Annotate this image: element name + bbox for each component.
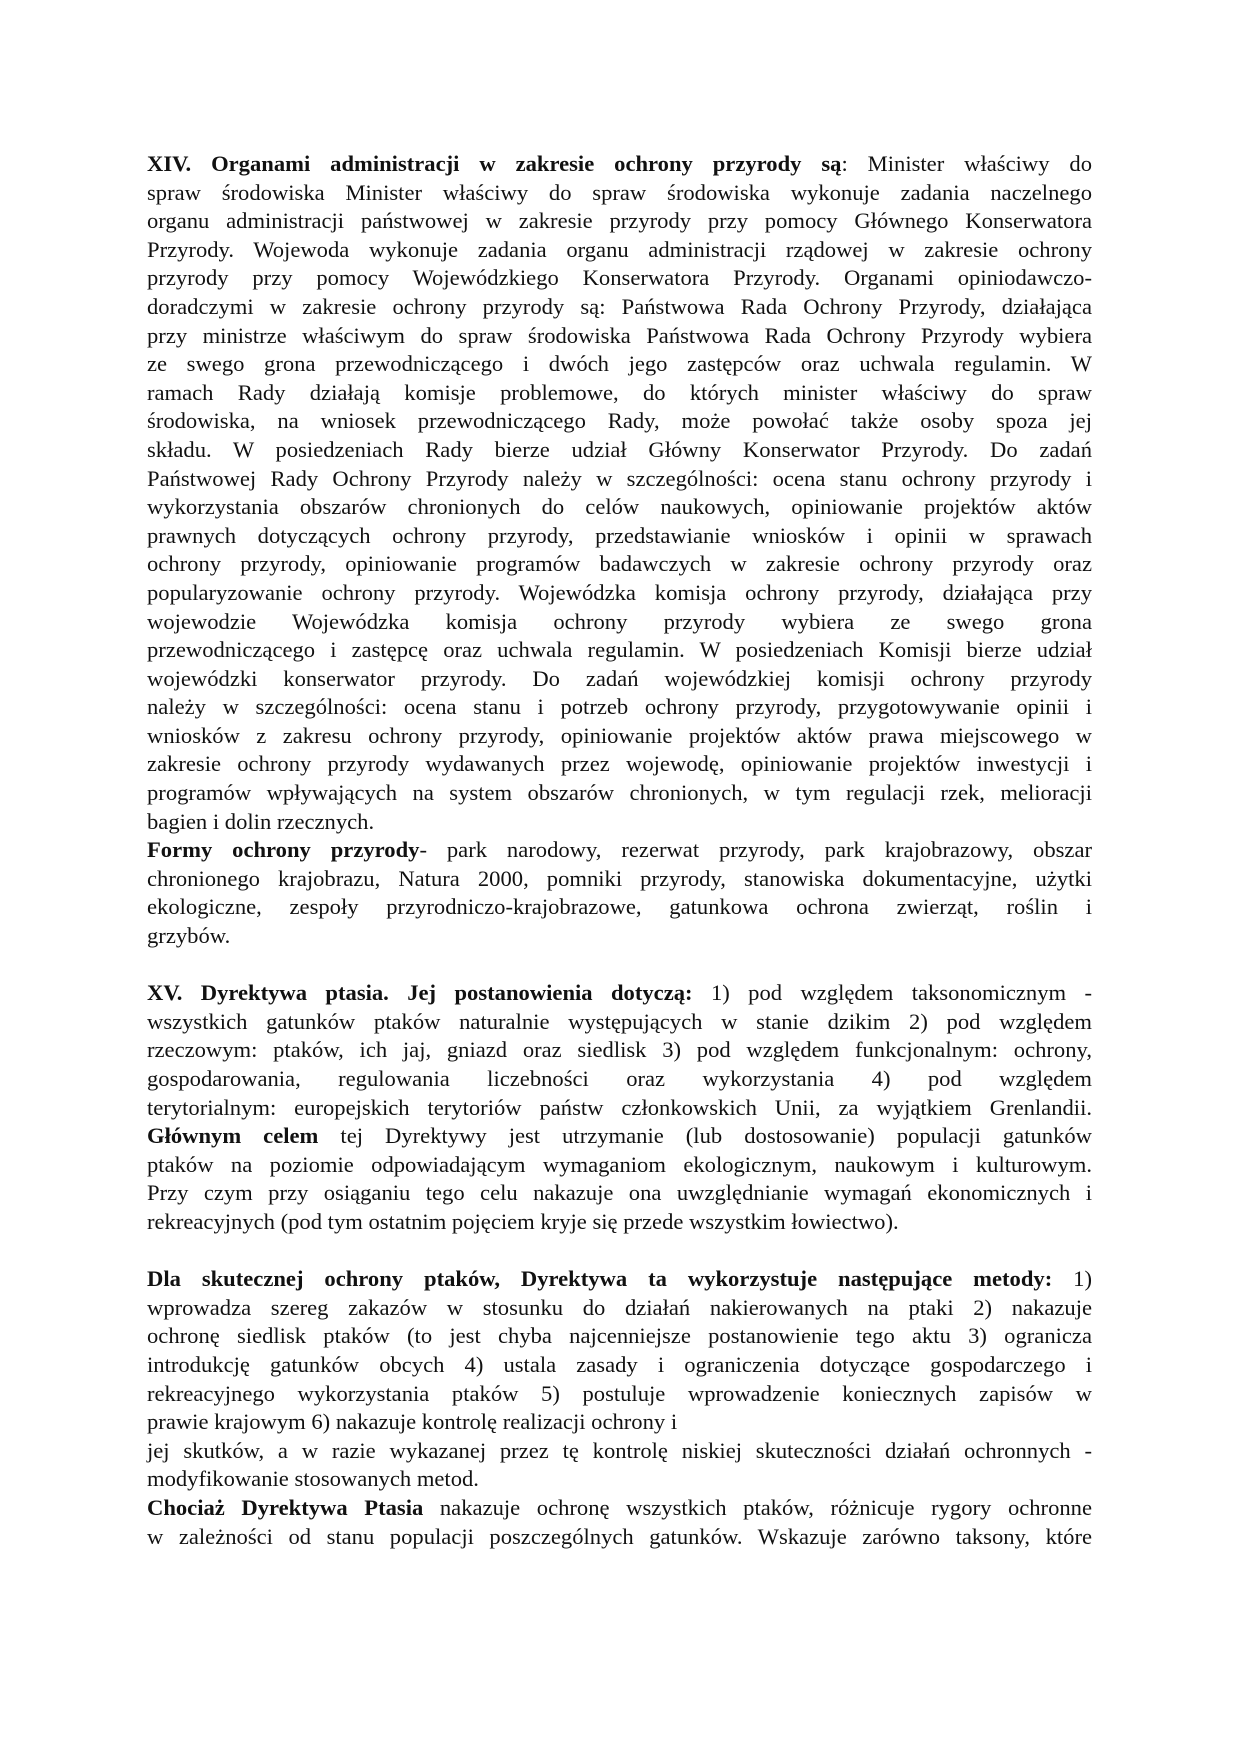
- section-xiv: [147, 150, 1092, 951]
- body-text: przy ministrze właściwym do spraw środowiska Państwowa Rada Ochrony Przyrody wybiera: [147, 322, 1092, 348]
- text-line: [147, 1036, 1092, 1065]
- text-line: [147, 1094, 1092, 1123]
- text-line: [147, 1122, 1092, 1151]
- section-methods: [147, 1265, 1092, 1551]
- text-line: [147, 407, 1092, 436]
- text-line: [147, 207, 1092, 236]
- text-line: [147, 550, 1092, 579]
- text-line: [147, 436, 1092, 465]
- body-text: ekologiczne, zespoły przyrodniczo-krajobrazowe, gatunkowa ochrona zwierząt, roślin i: [147, 894, 1092, 920]
- bold-heading-text: XV. Dyrektywa ptasia. Jej postanowienia dotyczą:: [147, 980, 693, 1006]
- text-line: [147, 1523, 1092, 1552]
- document-page: [147, 150, 1092, 1551]
- text-line: [147, 665, 1092, 694]
- body-text: Państwowej Rady Ochrony Przyrody należy w szczególności: ocena stanu ochrony przyrody i: [147, 465, 1092, 491]
- body-text: modyfikowanie stosowanych metod.: [147, 1466, 479, 1492]
- bold-heading-text: Formy ochrony przyrody: [147, 837, 420, 863]
- body-text: tej Dyrektywy jest utrzymanie (lub dostosowanie) populacji gatunków: [318, 1123, 1092, 1149]
- text-line: [147, 179, 1092, 208]
- body-text: wojewódzki konserwator przyrody. Do zadań wojewódzkiej komisji ochrony przyrody: [147, 665, 1092, 691]
- paragraph-spacer: [147, 1237, 1092, 1266]
- body-text: przewodniczącego i zastępcę oraz uchwala regulamin. W posiedzeniach Komisji bierze udział: [147, 637, 1092, 663]
- text-line: [147, 465, 1092, 494]
- text-line: [147, 1437, 1092, 1466]
- body-text: ochrony przyrody, opiniowanie programów badawczych w zakresie ochrony przyrody oraz: [147, 551, 1092, 577]
- body-text: wprowadza szereg zakazów w stosunku do działań nakierowanych na ptaki 2) nakazuje: [147, 1294, 1092, 1320]
- body-text: wszystkich gatunków ptaków naturalnie występujących w stanie dzikim 2) pod względem: [147, 1008, 1092, 1034]
- text-line: [147, 1151, 1092, 1180]
- body-text: środowiska, na wniosek przewodniczącego Rady, może powołać także osoby spoza jej: [147, 408, 1092, 434]
- body-text: popularyzowanie ochrony przyrody. Wojewódzka komisja ochrony przyrody, działająca przy: [147, 579, 1092, 605]
- text-line: [147, 1294, 1092, 1323]
- body-text: wykorzystania obszarów chronionych do celów naukowych, opiniowanie projektów aktów: [147, 494, 1092, 520]
- text-line: [147, 1351, 1092, 1380]
- body-text: przyrody przy pomocy Wojewódzkiego Konserwatora Przyrody. Organami opiniodawczo-: [147, 265, 1092, 291]
- text-line: [147, 1179, 1092, 1208]
- body-text: należy w szczególności: ocena stanu i potrzeb ochrony przyrody, przygotowywanie opinii i: [147, 694, 1092, 720]
- section-xv: [147, 979, 1092, 1236]
- body-text: w zależności od stanu populacji poszczególnych gatunków. Wskazuje zarówno taksony, które: [147, 1523, 1092, 1549]
- body-text: organu administracji państwowej w zakresie przyrody przy pomocy Głównego Konserwatora: [147, 208, 1092, 234]
- body-text: rekreacyjnych (pod tym ostatnim pojęciem kryje się przede wszystkim łowiectwo).: [147, 1208, 899, 1234]
- text-line: [147, 1208, 1092, 1237]
- body-text: Przyrody. Wojewoda wykonuje zadania organu administracji rządowej w zakresie ochrony: [147, 236, 1092, 262]
- body-text: gospodarowania, regulowania liczebności oraz wykorzystania 4) pod względem: [147, 1066, 1092, 1091]
- body-text: 1): [1052, 1266, 1092, 1292]
- text-line: [147, 1494, 1092, 1523]
- text-line: [147, 722, 1092, 751]
- text-line: [147, 293, 1092, 322]
- text-line: [147, 608, 1092, 637]
- text-line: [147, 808, 1092, 837]
- body-text: grzybów.: [147, 923, 231, 949]
- body-text: terytorialnym: europejskich terytoriów państw członkowskich Unii, za wyjątkiem Grenlandii.: [147, 1094, 1092, 1120]
- text-line: [147, 836, 1092, 865]
- text-line: [147, 522, 1092, 551]
- body-text: 1) pod względem taksonomicznym -: [692, 980, 1092, 1006]
- body-text: składu. W posiedzeniach Rady bierze udział Główny Konserwator Przyrody. Do zadań: [147, 436, 1092, 462]
- body-text: ptaków na poziomie odpowiadającym wymaganiom ekologicznym, naukowym i kulturowym.: [147, 1151, 1092, 1177]
- body-text: wniosków z zakresu ochrony przyrody, opiniowanie projektów aktów prawa miejscowego w: [147, 722, 1092, 748]
- text-line: [147, 150, 1092, 179]
- text-line: [147, 1008, 1092, 1037]
- body-text: ramach Rady działają komisje problemowe, do których minister właściwy do spraw: [147, 379, 1092, 405]
- text-line: [147, 693, 1092, 722]
- text-line: [147, 636, 1092, 665]
- text-line: [147, 579, 1092, 608]
- text-line: [147, 1265, 1092, 1294]
- body-text: doradczymi w zakresie ochrony przyrody są: Państwowa Rada Ochrony Przyrody, działająca: [147, 293, 1092, 319]
- bold-heading-text: Dla skutecznej ochrony ptaków, Dyrektywa ta wykorzystuje następujące metody:: [147, 1266, 1053, 1292]
- text-line: [147, 1065, 1092, 1094]
- bold-heading-text: XIV. Organami administracji w zakresie ochrony przyrody są: [147, 151, 842, 176]
- text-line: [147, 264, 1092, 293]
- body-text: jej skutków, a w razie wykazanej przez tę kontrolę niskiej skuteczności działań ochronnych -: [147, 1437, 1092, 1463]
- text-line: [147, 350, 1092, 379]
- text-line: [147, 236, 1092, 265]
- body-text: wojewodzie Wojewódzka komisja ochrony przyrody wybiera ze swego grona: [147, 608, 1092, 634]
- text-line: [147, 750, 1092, 779]
- body-text: chronionego krajobrazu, Natura 2000, pomniki przyrody, stanowiska dokumentacyjne, użytki: [147, 865, 1092, 891]
- body-text: : Minister właściwy do: [841, 151, 1093, 176]
- text-line: [147, 379, 1092, 408]
- text-line: [147, 922, 1092, 951]
- paragraph-spacer: [147, 951, 1092, 980]
- text-line: [147, 322, 1092, 351]
- body-text: introdukcję gatunków obcych 4) ustala zasady i ograniczenia dotyczące gospodarczego i: [147, 1351, 1092, 1377]
- text-line: [147, 865, 1092, 894]
- body-text: spraw środowiska Minister właściwy do spraw środowiska wykonuje zadania naczelnego: [147, 179, 1092, 205]
- body-text: ochronę siedlisk ptaków (to jest chyba najcenniejsze postanowienie tego aktu 3) ogranicza: [147, 1323, 1092, 1349]
- body-text: - park narodowy, rezerwat przyrody, park krajobrazowy, obszar: [419, 837, 1092, 863]
- body-text: programów wpływających na system obszarów chronionych, w tym regulacji rzek, melioracji: [147, 780, 1092, 806]
- text-line: [147, 493, 1092, 522]
- body-text: bagien i dolin rzecznych.: [147, 808, 375, 834]
- text-line: [147, 1408, 1092, 1437]
- text-line: [147, 779, 1092, 808]
- body-text: rzeczowym: ptaków, ich jaj, gniazd oraz siedlisk 3) pod względem funkcjonalnym: ochrony,: [147, 1037, 1092, 1063]
- bold-heading-text: Chociaż Dyrektywa Ptasia: [147, 1494, 424, 1520]
- body-text: nakazuje ochronę wszystkich ptaków, różnicuje rygory ochronne: [423, 1494, 1093, 1520]
- text-line: [147, 979, 1092, 1008]
- text-line: [147, 1322, 1092, 1351]
- text-line: [147, 1465, 1092, 1494]
- text-line: [147, 1380, 1092, 1409]
- bold-heading-text: Głównym celem: [147, 1123, 319, 1149]
- body-text: prawie krajowym 6) nakazuje kontrolę realizacji ochrony i: [147, 1409, 678, 1435]
- body-text: prawnych dotyczących ochrony przyrody, przedstawianie wniosków i opinii w sprawach: [147, 522, 1092, 548]
- body-text: Przy czym przy osiąganiu tego celu nakazuje ona uwzględnianie wymagań ekonomicznych i: [147, 1180, 1092, 1206]
- text-line: [147, 893, 1092, 922]
- body-text: rekreacyjnego wykorzystania ptaków 5) postuluje wprowadzenie koniecznych zapisów w: [147, 1380, 1092, 1406]
- body-text: ze swego grona przewodniczącego i dwóch jego zastępców oraz uchwala regulamin. W: [147, 351, 1092, 377]
- body-text: zakresie ochrony przyrody wydawanych przez wojewodę, opiniowanie projektów inwestycji i: [147, 751, 1092, 777]
